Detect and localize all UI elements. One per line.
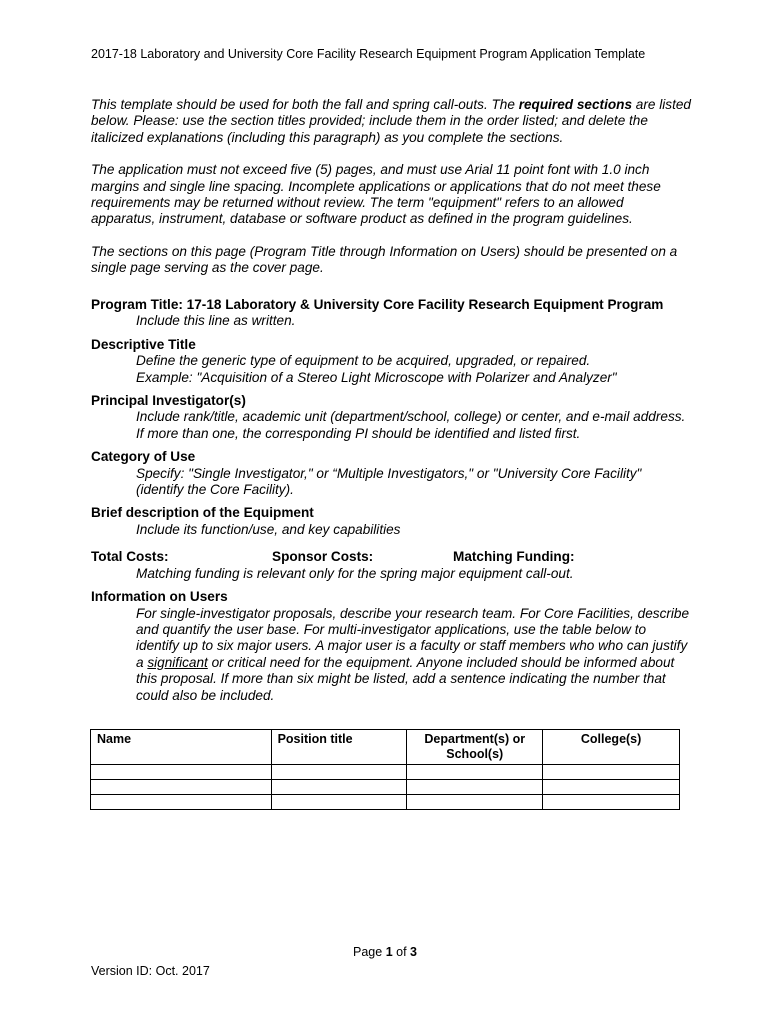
- version-id: Version ID: Oct. 2017: [91, 964, 210, 978]
- section-explanation: Include this line as written.: [136, 313, 296, 329]
- table-cell[interactable]: [271, 765, 407, 780]
- table-cell[interactable]: [543, 765, 680, 780]
- table-row: [91, 780, 680, 795]
- sponsor-costs-label: Sponsor Costs:: [272, 549, 374, 565]
- table-cell[interactable]: [91, 765, 272, 780]
- section-explanation: Include its function/use, and key capabilities: [136, 521, 401, 537]
- table-cell[interactable]: [271, 795, 407, 810]
- section-title: Information on Users: [91, 589, 228, 605]
- intro-paragraph-2: The application must not exceed five (5) pages, and must use Arial 11 point font with 1.0 inch margins and single line spacing. Incomplete applications or applications that do not meet these requirements may be returned without review. The term "equipment" refers to an allowed apparatus, instrument, database or software product as defined in the program guidelines.: [91, 162, 661, 227]
- section-principal-investigator: [91, 393, 691, 442]
- table-cell[interactable]: [91, 795, 272, 810]
- page-number: Page 1 of 3: [353, 945, 417, 959]
- intro-paragraph-1: This template should be used for both the fall and spring call-outs. The required sections are listed below. Please: use the section titles provided; include them in the order listed; and delete the italicized explanations (including this paragraph) as you complete the sections.: [91, 97, 691, 145]
- application-sections: [91, 297, 691, 711]
- table-cell[interactable]: [407, 795, 543, 810]
- column-header-college: College(s): [543, 730, 680, 765]
- required-sections-emphasis: required sections: [518, 97, 633, 112]
- table-cell[interactable]: [91, 780, 272, 795]
- total-costs-label: Total Costs:: [91, 549, 169, 565]
- column-header-position-title: Position title: [271, 730, 407, 765]
- table-cell[interactable]: [407, 765, 543, 780]
- section-costs: [91, 549, 691, 582]
- matching-funding-label: Matching Funding:: [453, 549, 575, 565]
- table-cell[interactable]: [271, 780, 407, 795]
- document-header: 2017-18 Laboratory and University Core Facility Research Equipment Program Application Template: [91, 47, 646, 61]
- section-title: Principal Investigator(s): [91, 393, 246, 409]
- section-program-title: [91, 297, 691, 330]
- table-cell[interactable]: [407, 780, 543, 795]
- section-title: Program Title: 17-18 Laboratory & University Core Facility Research Equipment Program: [91, 297, 664, 312]
- table-row: [91, 795, 680, 810]
- table-cell[interactable]: [543, 795, 680, 810]
- section-example: Example: "Acquisition of a Stereo Light Microscope with Polarizer and Analyzer": [136, 369, 617, 385]
- section-title: Category of Use: [91, 449, 196, 465]
- section-descriptive-title: [91, 337, 691, 386]
- section-explanation: Specify: "Single Investigator," or “Multiple Investigators," or "University Core Facility" (identify the Core Facility).: [136, 465, 642, 498]
- intro-paragraph-3: The sections on this page (Program Title through Information on Users) should be presented on a single page serving as the cover page.: [91, 243, 678, 276]
- table-header-row: [91, 730, 680, 765]
- column-header-department: Department(s) or School(s): [407, 730, 543, 765]
- significant-underlined: significant: [147, 654, 208, 670]
- section-brief-description: [91, 505, 691, 538]
- table-row: [91, 765, 680, 780]
- major-users-table: [90, 729, 680, 810]
- section-explanation: For single-investigator proposals, describe your research team. For Core Facilities, describe and quantify the user base. For multi-investigator applications, use the table below to identify up to six major users. A major user is a faculty or staff members who who can justify a significant or critical need for the equipment. Anyone included should be informed about this proposal. If more than six might be listed, add a sentence indicating the number that could also be included.: [136, 605, 690, 703]
- intro-instructions: [91, 97, 691, 277]
- cost-labels: [91, 549, 691, 565]
- column-header-name: Name: [91, 730, 272, 765]
- section-title: Descriptive Title: [91, 336, 196, 352]
- section-explanation: Define the generic type of equipment to be acquired, upgraded, or repaired.: [136, 353, 591, 369]
- section-explanation: Include rank/title, academic unit (department/school, college) or center, and e-mail address. If more than one, the corresponding PI should be identified and listed first.: [136, 409, 686, 441]
- section-category-of-use: [91, 449, 691, 498]
- section-explanation: Matching funding is relevant only for the spring major equipment call-out.: [136, 565, 574, 581]
- table-cell[interactable]: [543, 780, 680, 795]
- section-information-on-users: [91, 589, 691, 704]
- section-title: Brief description of the Equipment: [91, 505, 314, 521]
